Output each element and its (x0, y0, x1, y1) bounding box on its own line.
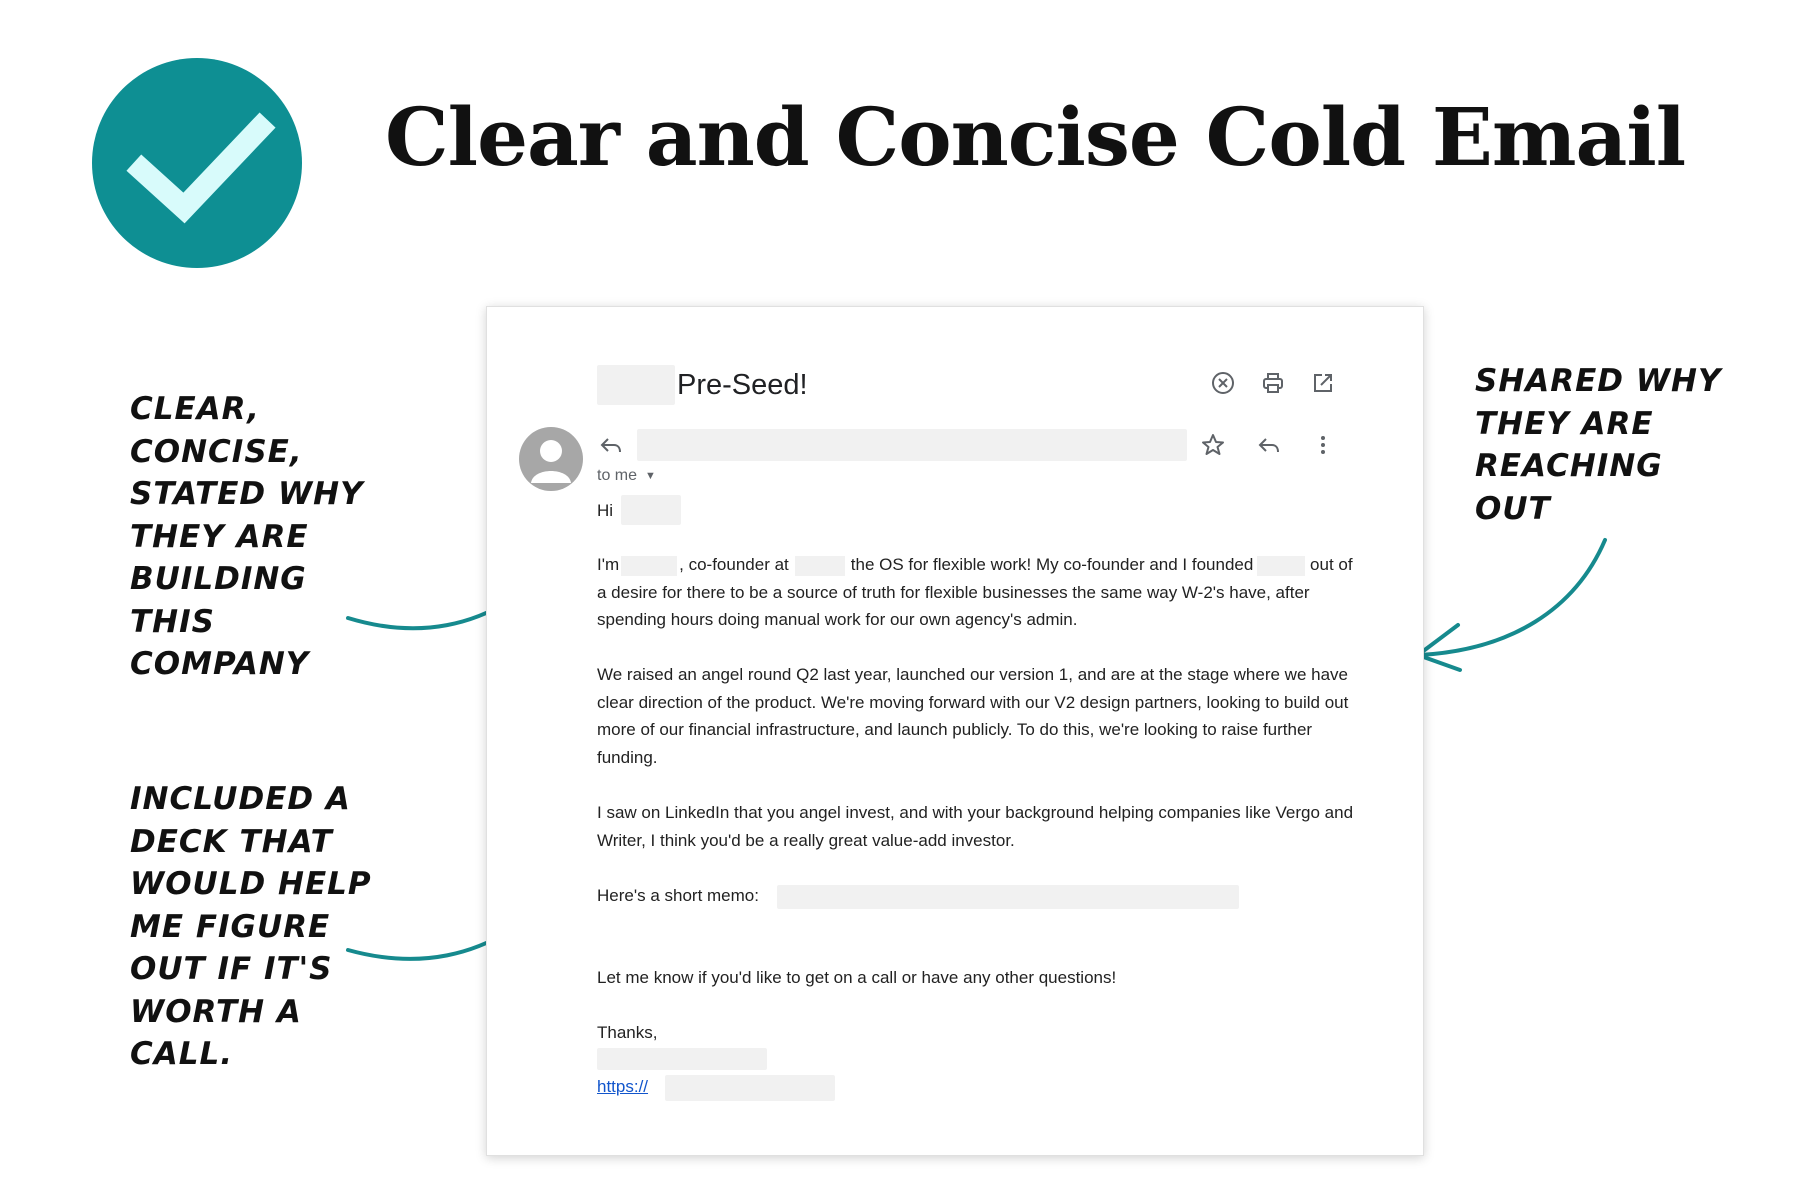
p3-text: I saw on LinkedIn that you angel invest, and with your background helping companies like Vergo and Writer, I think you'd be a really great value-add investor. (597, 803, 1354, 850)
redacted-subject-prefix (597, 365, 675, 405)
annotation-right: SHARED WHY THEY ARE REACHING OUT (1475, 363, 1722, 527)
email-closing (597, 964, 1357, 992)
p1-part-d: out of a desire for there to be a source of truth for flexible businesses the same way W-2's have, after spending hours doing manual work for our own agency's admin. (597, 555, 1353, 629)
reply-arrow-icon (597, 431, 625, 459)
redacted-company-2 (1257, 556, 1305, 576)
page-title: Clear and Concise Cold Email (385, 90, 1686, 184)
avatar (519, 427, 583, 491)
recipient-dropdown[interactable] (597, 467, 656, 485)
email-subject: Pre-Seed! (677, 369, 808, 401)
redacted-memo-link (777, 885, 1239, 909)
annotation-left-bottom: INCLUDED A DECK THAT WOULD HELP ME FIGURE OUT IF IT'S WORTH A CALL. (130, 781, 372, 1072)
annotation-left-top: CLEAR, CONCISE, STATED WHY THEY ARE BUILDING THIS COMPANY (130, 391, 364, 682)
email-signoff (597, 1019, 1357, 1047)
signoff-text: Thanks, (597, 1023, 658, 1042)
email-greeting (597, 497, 1357, 525)
print-icon[interactable] (1259, 369, 1287, 397)
more-vert-icon[interactable] (1309, 431, 1337, 459)
redacted-signature (597, 1048, 767, 1070)
redacted-sender (637, 429, 1187, 461)
redacted-company (795, 556, 845, 576)
closing-text: Let me know if you'd like to get on a call or have any other questions! (597, 968, 1117, 987)
p1-part-b: , co-founder at (679, 555, 789, 574)
open-in-new-icon[interactable] (1309, 369, 1337, 397)
star-icon[interactable] (1199, 431, 1227, 459)
arrow-right (1420, 540, 1605, 655)
arrow-right-head (1418, 625, 1460, 670)
redacted-sender-name (621, 556, 677, 576)
signature-link[interactable]: https:// (597, 1077, 649, 1096)
email-paragraph-1 (597, 551, 1357, 634)
email-paragraph-2 (597, 661, 1357, 771)
close-circle-icon[interactable] (1209, 369, 1237, 397)
chevron-down-icon: ▼ (645, 469, 656, 482)
p1-part-a: I'm (597, 555, 620, 574)
email-screenshot (486, 306, 1424, 1156)
email-paragraph-3 (597, 799, 1357, 854)
p2-text: We raised an angel round Q2 last year, launched our version 1, and are at the stage where we have clear direction of the product. We're moving forward with our V2 design partners, looking to build out more of our financial infrastructure, and launch publicly. To do this, we're looking to raise further funding. (597, 665, 1349, 767)
greeting-text: Hi (597, 501, 614, 520)
p1-part-c: the OS for flexible work! My co-founder and I founded (850, 555, 1254, 574)
redacted-name (621, 495, 681, 525)
redacted-link (665, 1075, 835, 1101)
memo-label: Here's a short memo: (597, 886, 759, 905)
reply-icon[interactable] (1255, 431, 1283, 459)
to-me-label: to me (597, 467, 638, 484)
